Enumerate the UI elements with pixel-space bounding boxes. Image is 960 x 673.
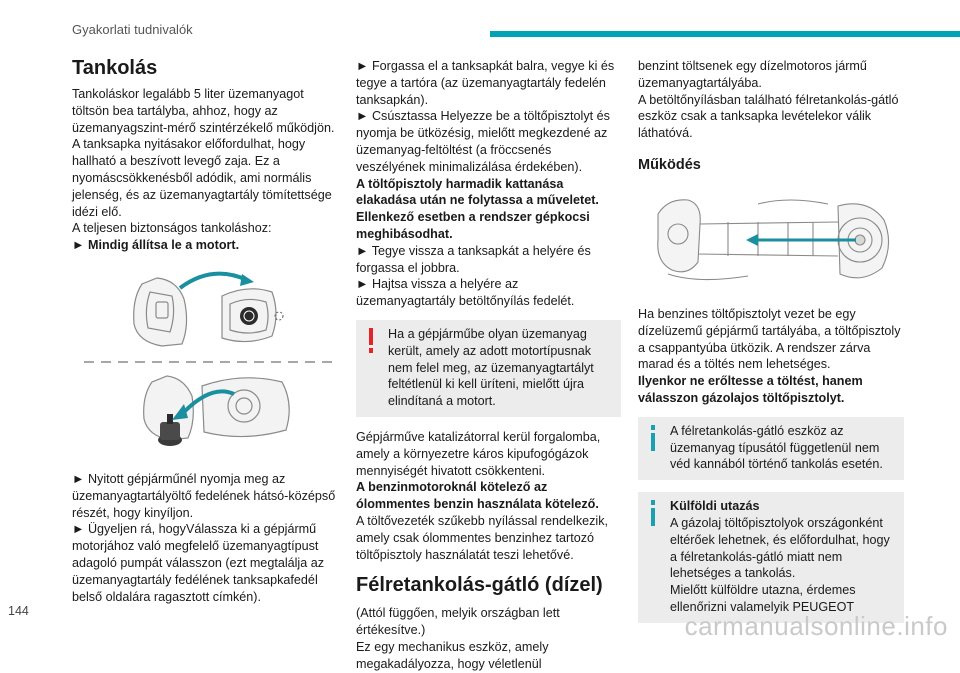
watermark: carmanualsonline.info [684, 611, 948, 641]
info-text: Mielőtt külföldre utazna, érdemes ellenőrizni valamelyik PEUGEOT [670, 583, 856, 614]
warning-text: Ha a gépjárműbe olyan üzemanyag került, amely az adott motortípusnak nem felel meg, az üzemanyagtartályt feltétlenül ki kell üríteni, mielőtt újra elindítaná a motort. [388, 326, 594, 409]
paragraph: Tankoláskor legalább 5 liter üzemanyagot töltsön bea tartályba, ahhoz, hogy az üzemanyagszint-mérő szintérzékelő működjön. [72, 87, 335, 135]
paragraph: ► Forgassa el a tanksapkát balra, vegye ki és tegye a tartóra (az üzemanyagtartály fedelén tanksapkán). [356, 59, 615, 107]
info-text: A félretankolás-gátló eszköz az üzemanyag típusától függetlenül nem véd kannából történő tankolás esetén. [670, 423, 883, 472]
subsection-title-mukodes: Működés [638, 156, 701, 173]
open-arrow-icon [180, 274, 247, 288]
warning-box [356, 320, 621, 417]
info-icon [648, 425, 658, 451]
section-title-tankolas: Tankolás [72, 57, 158, 79]
paragraph: ► Csúsztassa Helyezze be a töltőpisztolyt és nyomja be ütközésig, mielőtt megkezdené az üzemanyag-feltöltést (a fröccsenés veszélyének minimalizálása érdekében). [356, 109, 610, 174]
header-accent-bar [490, 31, 960, 37]
column-2 [356, 58, 621, 673]
paragraph-bold: A benzinmotoroknál kötelező az ólommentes benzin használata kötelező. [356, 480, 599, 512]
misfuel-device-illustration [638, 184, 904, 294]
warning-exclamation-icon [366, 328, 376, 354]
info-box [638, 417, 904, 480]
section-title-misfuel: Félretankolás-gátló (dízel) [356, 574, 603, 597]
info-icon [648, 500, 658, 526]
page-number: 144 [8, 604, 29, 618]
paragraph: Ha benzines töltőpisztolyt vezet be egy dízelüzemű gépjármű tartályába, a töltőpisztoly a csappantyúba ütközik. A rendszer zárva marad és a töltés nem lehetséges. [638, 306, 901, 372]
paragraph: ► Tegye vissza a tanksapkát a helyére és forgassa el jobbra. [356, 243, 591, 275]
paragraph: ► Nyitott gépjárműnél nyomja meg az üzemanyagtartályöltő fedelének hátsó-középső részét, hogy kinyíljon. [72, 471, 336, 520]
press-point-icon [240, 307, 258, 325]
paragraph: (Attól függően, melyik országban lett értékesítve.) [356, 606, 560, 638]
paragraph: A töltővezeték szűkebb nyílással rendelkezik, amely csak ólommentes benzinhez tartozó töltőpisztoly használatát teszi lehetővé. [356, 513, 609, 562]
fuel-flap-illustration [72, 254, 342, 464]
paragraph: benzint töltsenek egy dízelmotoros jármű üzemanyagtartályába. [638, 59, 867, 90]
paragraph: ► Ügyeljen rá, hogyVálassza ki a gépjármű motorjához való megfelelő üzemanyagtípust adagoló pumpát válasszon (ezt megtalálja az üzemanyagtartály fedélének tanksapkafedél belső oldalára ragasztott címkén). [72, 522, 325, 604]
column-1 [72, 54, 342, 605]
paragraph: ► Hajtsa vissza a helyére az üzemanyagtartály betöltőnyílás fedelét. [356, 277, 575, 309]
paragraph: A tanksapka nyitásakor előfordulhat, hogy hallható a beszívott levegő zaja. Ez a nyomáscsökkenésből adódik, ami normális jelenség, és az üzemanyagtartály tömítettsége idézi elő. [72, 137, 332, 219]
info-text: A gázolaj töltőpisztolyok országonként eltérőek lehetnek, és előfordulhat, hogy a félretankolás-gátló miatt nem lehetséges a tankolás. [670, 515, 890, 581]
info-box-travel [638, 492, 904, 623]
running-header: Gyakorlati tudnivalók [72, 22, 193, 37]
paragraph-bold: A töltőpisztoly harmadik kattanása elakadása után ne folytassa a műveletet. Ellenkező esetben a rendszer gépkocsi meghibásodhat. [356, 176, 599, 241]
column-3 [638, 58, 904, 635]
paragraph: A teljesen biztonságos tankoláshoz: [72, 221, 272, 236]
paragraph: Ez egy mechanikus eszköz, amely megakadályozza, hogy véletlenül [356, 639, 549, 671]
paragraph-bold: ► Mindig állítsa le a motort. [72, 238, 240, 253]
paragraph: A betöltőnyílásban található félretankolás-gátló eszköz csak a tanksapka levételekor válik láthatóvá. [638, 92, 899, 141]
paragraph: Gépjárműve katalizátorral kerül forgalomba, amely a környezetre káros kipufogógázok mennyiségét hivatott csökkenteni. [356, 429, 601, 478]
paragraph-bold: Ilyenkor ne erőltesse a töltést, hanem válasszon gázolajos töltőpisztolyt. [638, 374, 863, 405]
info-title: Külföldi utazás [670, 499, 760, 514]
